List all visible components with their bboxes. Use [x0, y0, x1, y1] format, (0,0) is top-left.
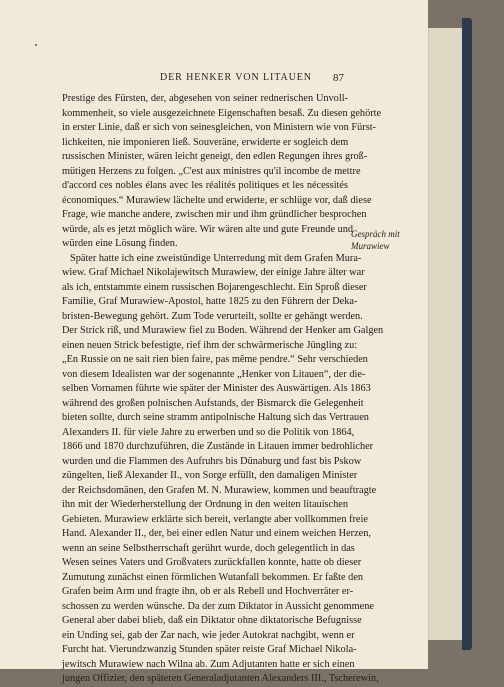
text-line: Der Strick riß, und Murawiew fiel zu Boden. Während der Henker am Galgen — [62, 325, 384, 336]
text-line: schossen zu werden wünsche. Da der zum Diktator in Aussicht genommene — [62, 600, 374, 612]
text-line: „En Russie on ne sait rien bien faire, pas même pendre.“ Sehr verschieden — [62, 354, 368, 365]
text-line: lichkeiten, nie imponieren ließ. Souveräne, erwiderte er sogleich dem — [62, 136, 349, 148]
text-line: bristen-Bewegung gehört. Zum Tode verurteilt, sollte er gehängt werden. — [62, 310, 363, 322]
page-edges — [428, 28, 463, 640]
text-line: würden eine Lösung finden. — [62, 238, 178, 249]
text-line: mütigen Herzens zu folgen. „C'est aux ministres qu'il incombe de mettre — [62, 165, 361, 177]
text-line: 1866 und 1870 durchzuführen, die Zustände in Litauen immer bedrohlicher — [62, 441, 374, 452]
page-mark — [35, 44, 37, 46]
page-number: 87 — [333, 72, 344, 84]
text-line: économiques.“ Murawiew lächelte und erwiderte, er schlüge vor, daß diese — [62, 194, 372, 206]
text-line: Frage, wie manche andere, zwischen mir und ihm gründlicher besprochen — [62, 209, 367, 220]
text-line: ein Unding sei, gab der Zar nach, wie jeder Autokrat nachgibt, wenn er — [62, 629, 355, 641]
text-line: jewitsch Murawiew nach Wilna ab. Zum Adjutanten hatte er sich einen — [62, 658, 355, 670]
text-line: Alexanders II. für viele Jahre zu erwerben und so die Politik von 1864, — [62, 426, 355, 438]
text-line: ihn mit der Wiederherstellung der Ordnung in den weiten litauischen — [62, 499, 348, 510]
text-line: selben Vornamen führte wie später der Minister des Auswärtigen. Als 1863 — [62, 383, 371, 394]
text-line: der Reichsdomänen, den Grafen M. N. Murawiew, kommen und beauftragte — [62, 484, 377, 496]
text-line: General aber dabei blieb, daß ein Diktator ohne diktatorische Befugnisse — [62, 615, 362, 626]
text-line: Zumutung zunächst einen förmlichen Wutanfall bekommen. Er faßte den — [62, 571, 364, 583]
text-line: einen neuen Strick befestigte, rief ihm der schwärmerische Jüngling zu: — [62, 339, 358, 351]
text-line: als ich, entstammte einem russischen Bojarengeschlecht. Ein Sproß dieser — [62, 281, 367, 293]
text-line: wenn an seine Selbstherrschaft gerührt wurde, doch gelegentlich in das — [62, 542, 355, 554]
text-line: wiew. Graf Michael Nikolajewitsch Murawiew, der einige Jahre älter war — [62, 267, 365, 278]
running-header-title: DER HENKER VON LITAUEN — [160, 72, 312, 83]
text-line: russischen Minister, wären leicht geneigt, den edlen Regungen ihres groß- — [62, 151, 368, 162]
text-line: wurden und die Flammen des Aufruhrs bis Dünaburg und fast bis Pskow — [62, 455, 362, 467]
text-line: Grafen beim Arm und fragte ihn, ob er als Rebell und Hochverräter er- — [62, 586, 354, 597]
text-line: Prestige des Fürsten, der, abgesehen von seiner rednerischen Unvoll- — [62, 93, 348, 104]
text-line: Wesen seines Vaters und Großvaters zurückfallen konnte, hatte ob dieser — [62, 557, 362, 568]
text-line: bieten sollte, durch seine stramm antipolnische Haltung sich das Vertrauen — [62, 412, 369, 423]
text-line: Hand. Alexander II., der, bei einer edlen Natur und einem weichen Herzen, — [62, 528, 371, 539]
text-line: von diesem Idealisten war der sogenannte „Henker von Litauen“, der die- — [62, 368, 366, 380]
text-line: Furcht hat. Vierundzwanzig Stunden später reiste Graf Michael Nikola- — [62, 644, 357, 655]
text-line: kommenheit, so viele ausgezeichnete Eigenschaften besaß. Zu diesen gehörte — [62, 107, 382, 119]
text-line: Gebieten. Murawiew erklärte sich bereit, verlangte aber vollkommen freie — [62, 513, 368, 525]
margin-note — [351, 228, 400, 252]
text-line: jungen Offizier, den späteren Generaladjutanten Alexanders III., Tscherewin, — [62, 673, 379, 684]
book-cover — [462, 18, 472, 650]
text-line: während des großen polnischen Aufstands, der Bismarck die Gelegenheit — [62, 397, 364, 409]
text-line: in erster Linie, daß er sich von seinesgleichen, von Ministern wie von Fürst- — [62, 122, 376, 133]
text-line: würde, als es jetzt möglich wäre. Wir wären alte und gute Freunde und — [62, 223, 354, 235]
text-line: d'accord ces nobles élans avec les réalités politiques et les nécessités — [62, 180, 348, 191]
margin-note-line: Gespräch mit — [351, 229, 400, 239]
text-line: Später hatte ich eine zweistündige Unterredung mit dem Grafen Mura- — [70, 252, 362, 264]
margin-note-line: Murawiew — [351, 241, 390, 251]
text-line: züngelten, ließ Alexander II., von Sorge erfüllt, den damaligen Minister — [62, 470, 358, 481]
text-line: Familie, Graf Murawiew-Apostol, hatte 1825 zu den Führern der Deka- — [62, 296, 358, 307]
